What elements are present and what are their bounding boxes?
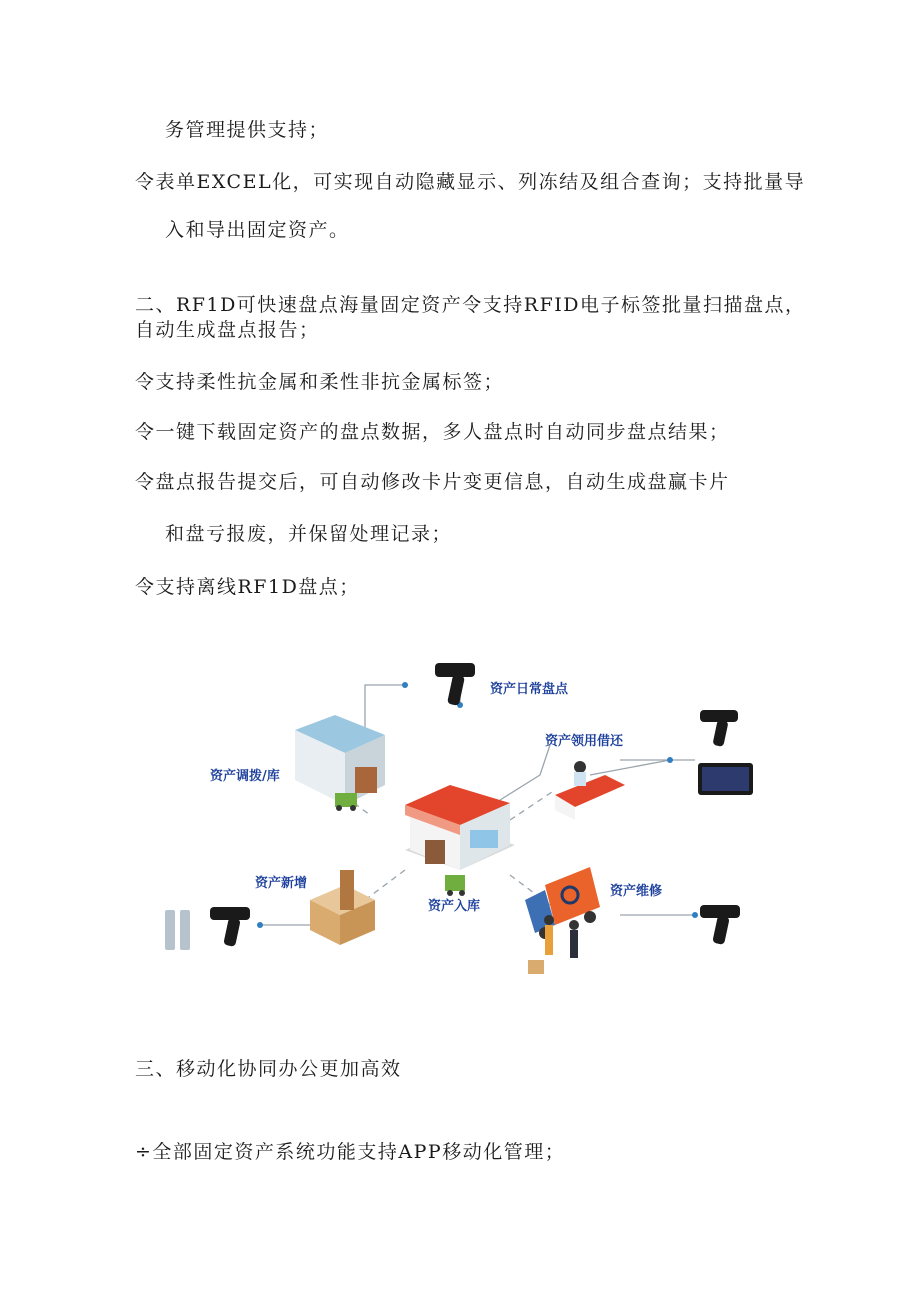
- section-heading-2: 二、RF1D可快速盘点海量固定资产令支持RFID电子标签批量扫描盘点，: [135, 294, 806, 316]
- tablet-icon: [698, 763, 753, 795]
- paragraph-line: 自动生成盘点报告；: [135, 319, 320, 341]
- rfid-scanner-icon: [700, 905, 740, 945]
- paragraph-line: 令盘点报告提交后，可自动修改卡片变更信息，自动生成盘赢卡片: [135, 471, 730, 493]
- label-repair: 资产维修: [610, 884, 663, 899]
- label-borrow-return: 资产领用借还: [545, 734, 624, 749]
- rfid-scanner-icon: [700, 710, 738, 747]
- label-inbound: 资产入库: [428, 899, 481, 914]
- paragraph-line: 务管理提供支持；: [165, 119, 330, 141]
- paragraph-line: 令一键下载固定资产的盘点数据，多人盘点时自动同步盘点结果；: [135, 421, 730, 443]
- forklift-icon: [445, 875, 465, 896]
- paragraph-line: 令支持柔性抗金属和柔性非抗金属标签；: [135, 371, 505, 393]
- rfid-tag-icon: [165, 910, 190, 950]
- paragraph-line: 令支持离线RF1D盘点；: [135, 576, 360, 598]
- label-new-asset: 资产新增: [255, 876, 308, 891]
- store-icon: [405, 785, 515, 870]
- label-transfer: 资产调拨/库: [210, 769, 280, 784]
- repair-truck-icon: [525, 867, 600, 939]
- rfid-scanner-icon: [210, 907, 250, 947]
- paragraph-line: 和盘亏报废，并保留处理记录；: [165, 523, 453, 545]
- paragraph-line: 令表单EXCEL化，可实现自动隐藏显示、列冻结及组合查询；支持批量导: [135, 171, 806, 193]
- section-heading-3: 三、移动化协同办公更加高效: [135, 1058, 402, 1080]
- paragraph-line: ÷全部固定资产系统功能支持APP移动化管理；: [135, 1141, 566, 1163]
- label-daily-count: 资产日常盘点: [490, 682, 569, 697]
- boxes-icon: [310, 870, 375, 945]
- asset-rfid-diagram: [150, 645, 770, 990]
- paragraph-line: 入和导出固定资产。: [165, 219, 350, 241]
- warehouse-icon: [295, 715, 385, 811]
- rfid-scanner-icon: [435, 663, 475, 706]
